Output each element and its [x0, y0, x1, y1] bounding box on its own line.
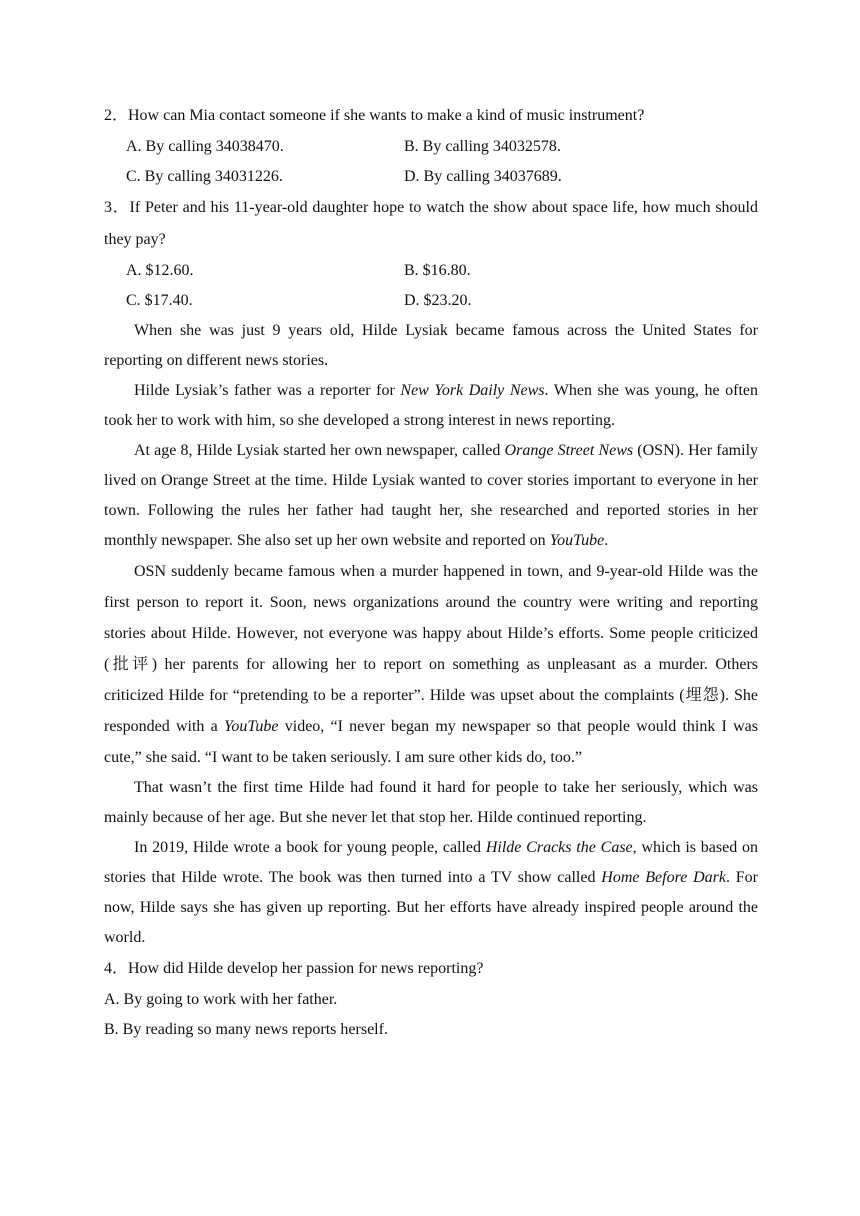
question-4: 4．How did Hilde develop her passion for news reporting? — [104, 960, 484, 977]
question-2-option-a: A. By calling 34038470. — [126, 138, 284, 155]
question-2: 2．How can Mia contact someone if she wants to make a kind of music instrument? — [104, 107, 645, 124]
book-title: Hilde Cracks the Case — [485, 839, 633, 856]
passage-paragraph-5: That wasn’t the first time Hilde had found it hard for people to take her seriously, which was mainly because of her age. But she never let that stop her. Hilde continued reporting. — [104, 779, 758, 826]
question-4-option-b: B. By reading so many news reports herself. — [104, 1021, 388, 1038]
tv-show-title: Home Before Dark — [601, 869, 726, 886]
question-2-option-c: C. By calling 34031226. — [126, 168, 283, 185]
passage-paragraph-2 — [104, 376, 758, 436]
question-2-options-row-2 — [104, 162, 758, 192]
passage-text: video, “I never began my newspaper so that people would think I was cute,” she said. “I want to be taken seriously. I am sure other kids do, too.” — [104, 718, 758, 766]
question-3-options-row-1 — [104, 256, 758, 286]
passage-text: At age 8, Hilde Lysiak started her own newspaper, called — [134, 442, 505, 459]
passage-text: Hilde Lysiak’s father was a reporter for — [134, 382, 401, 399]
passage-text: In 2019, Hilde wrote a book for young people, called — [134, 839, 486, 856]
question-4-option-a: A. By going to work with her father. — [104, 991, 338, 1008]
passage-text: OSN suddenly became famous when a murder happened in town, and 9-year-old Hilde was the first person to report it. Soon, news organizations around the country were writing and reporting stories about Hilde. However, not everyone was happy about Hilde’s efforts. Some people criticized (批评) her parents for allowing her to report on something as unpleasant as a murder. Others criticized Hilde for “pretending to be a reporter”. Hilde was upset about the complaints (埋怨). She responded with a — [104, 563, 758, 735]
platform-name: YouTube — [223, 718, 279, 735]
question-3-option-b: B. $16.80. — [404, 262, 471, 279]
question-3: 3．If Peter and his 11-year-old daughter hope to watch the show about space life, how much should they pay? — [104, 199, 758, 248]
passage-text: (OSN). Her family lived on Orange Street at the time. Hilde Lysiak wanted to cover stories important to everyone in her town. Following the rules her father had taught her, she researched and reported stories in her monthly newspaper. She also set up her own website and reported on — [104, 442, 759, 549]
passage-text: , which is based on stories that Hilde wrote. The book was then turned into a TV show called — [104, 839, 759, 886]
question-3-option-d: D. $23.20. — [404, 292, 472, 309]
question-3-option-a: A. $12.60. — [126, 262, 194, 279]
platform-name: YouTube — [549, 532, 605, 549]
passage-text: . When she was young, he often took her to work with him, so she developed a strong interest in news reporting. — [104, 382, 758, 429]
passage-text: . — [604, 532, 609, 549]
newspaper-title: New York Daily News — [400, 382, 545, 399]
newspaper-title: Orange Street News — [504, 442, 634, 459]
passage-paragraph-3 — [104, 436, 758, 556]
question-3-options-row-2 — [104, 286, 758, 316]
passage-paragraph-6 — [104, 833, 758, 953]
question-2-option-b: B. By calling 34032578. — [404, 138, 561, 155]
question-3-option-c: C. $17.40. — [126, 292, 193, 309]
passage-paragraph-4 — [104, 556, 758, 773]
passage-paragraph-1: When she was just 9 years old, Hilde Lysiak became famous across the United States for reporting on different news stories. — [104, 322, 758, 369]
question-2-options-row-1 — [104, 132, 758, 162]
question-2-option-d: D. By calling 34037689. — [404, 168, 562, 185]
passage-text: . For now, Hilde says she has given up reporting. But her efforts have already inspired people around the world. — [104, 869, 758, 946]
document-page — [104, 100, 758, 1045]
